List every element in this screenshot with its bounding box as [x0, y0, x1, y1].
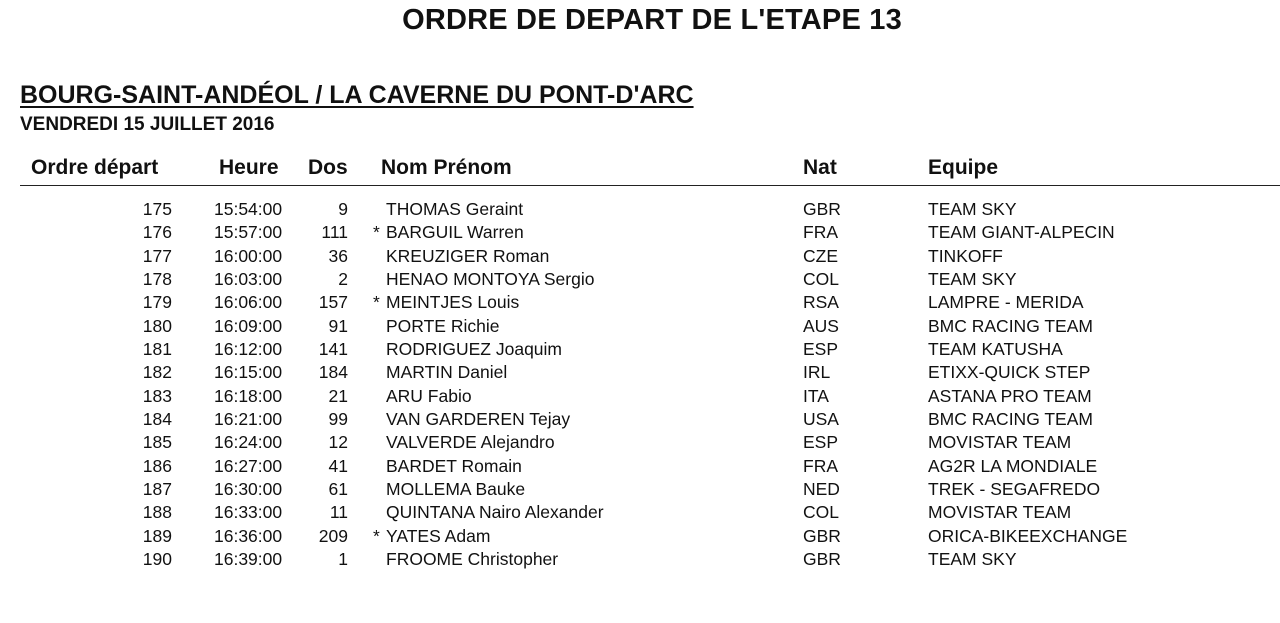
- cell-nat: FRA: [803, 222, 838, 243]
- cell-nom-prenom: HENAO MONTOYA Sergio: [386, 268, 595, 289]
- cell-ordre-depart: 179: [142, 292, 172, 313]
- cell-ordre-depart: 178: [142, 268, 172, 289]
- cell-marker: *: [373, 222, 380, 243]
- cell-nat: NED: [803, 478, 840, 499]
- cell-nat: USA: [803, 408, 839, 429]
- cell-nom-prenom: BARDET Romain: [386, 455, 522, 476]
- cell-equipe: TREK - SEGAFREDO: [928, 478, 1101, 499]
- cell-nom-prenom: VAN GARDEREN Tejay: [386, 408, 571, 429]
- cell-nat: COL: [803, 268, 839, 289]
- header-nom-prenom: Nom Prénom: [381, 156, 512, 179]
- cell-nat: ESP: [803, 338, 839, 359]
- table-row: [0, 291, 1280, 314]
- cell-ordre-depart: 175: [142, 199, 172, 219]
- cell-nat: IRL: [803, 362, 831, 383]
- cell-equipe: AG2R LA MONDIALE: [928, 455, 1098, 476]
- cell-nat: RSA: [803, 292, 839, 313]
- cell-heure: 16:33:00: [214, 502, 283, 523]
- table-row: [0, 198, 1280, 221]
- cell-heure: 16:39:00: [214, 548, 283, 569]
- cell-nat: CZE: [803, 245, 838, 266]
- cell-ordre-depart: 176: [142, 222, 172, 243]
- cell-dos: 91: [328, 315, 348, 336]
- table-row: [0, 361, 1280, 384]
- table-row: [0, 548, 1280, 571]
- cell-dos: 41: [328, 455, 348, 476]
- table-row: [0, 268, 1280, 291]
- cell-equipe: LAMPRE - MERIDA: [928, 292, 1084, 313]
- cell-equipe: TEAM SKY: [928, 199, 1017, 219]
- cell-nat: GBR: [803, 525, 841, 546]
- cell-ordre-depart: 187: [142, 478, 172, 499]
- cell-heure: 16:09:00: [214, 315, 283, 336]
- cell-ordre-depart: 190: [142, 548, 172, 569]
- cell-ordre-depart: 183: [142, 385, 172, 406]
- header-dos: Dos: [308, 156, 348, 179]
- cell-heure: 16:06:00: [214, 292, 283, 313]
- cell-nat: ESP: [803, 432, 839, 453]
- cell-nat: COL: [803, 502, 839, 523]
- table-row: [0, 455, 1280, 478]
- header-ordre-depart: Ordre départ: [31, 156, 159, 179]
- cell-heure: 16:12:00: [214, 338, 283, 359]
- cell-heure: 16:15:00: [214, 362, 283, 383]
- cell-equipe: TEAM GIANT-ALPECIN: [928, 222, 1115, 243]
- cell-dos: 36: [328, 245, 348, 266]
- cell-ordre-depart: 182: [142, 362, 172, 383]
- cell-nom-prenom: YATES Adam: [386, 525, 491, 546]
- cell-dos: 9: [338, 199, 348, 219]
- cell-heure: 16:03:00: [214, 268, 283, 289]
- cell-equipe: MOVISTAR TEAM: [928, 432, 1072, 453]
- cell-equipe: TEAM KATUSHA: [928, 338, 1063, 359]
- cell-equipe: MOVISTAR TEAM: [928, 502, 1072, 523]
- cell-nom-prenom: VALVERDE Alejandro: [386, 432, 555, 453]
- cell-nom-prenom: PORTE Richie: [386, 315, 500, 336]
- cell-nom-prenom: QUINTANA Nairo Alexander: [386, 502, 604, 523]
- cell-equipe: TINKOFF: [928, 245, 1003, 266]
- table-row: [0, 525, 1280, 548]
- cell-equipe: BMC RACING TEAM: [928, 315, 1093, 336]
- cell-equipe: ASTANA PRO TEAM: [928, 385, 1092, 406]
- cell-heure: 16:21:00: [214, 408, 283, 429]
- cell-nom-prenom: BARGUIL Warren: [386, 222, 524, 243]
- table-row: [0, 221, 1280, 244]
- cell-equipe: ETIXX-QUICK STEP: [928, 362, 1091, 383]
- stage-date: VENDREDI 15 JUILLET 2016: [20, 114, 275, 135]
- cell-nat: FRA: [803, 455, 838, 476]
- document-title: ORDRE DE DEPART DE L'ETAPE 13: [402, 4, 902, 36]
- cell-nat: ITA: [803, 385, 829, 406]
- cell-nom-prenom: MARTIN Daniel: [386, 362, 508, 383]
- cell-ordre-depart: 177: [142, 245, 172, 266]
- cell-nom-prenom: MOLLEMA Bauke: [386, 478, 526, 499]
- start-order-table: [0, 198, 1280, 571]
- cell-heure: 15:54:00: [214, 199, 283, 219]
- cell-nat: AUS: [803, 315, 839, 336]
- cell-marker: *: [373, 292, 380, 313]
- cell-heure: 16:00:00: [214, 245, 283, 266]
- cell-heure: 15:57:00: [214, 222, 283, 243]
- cell-dos: 184: [318, 362, 348, 383]
- stage-route: BOURG-SAINT-ANDÉOL / LA CAVERNE DU PONT-D'ARC: [20, 81, 694, 109]
- cell-equipe: ORICA-BIKEEXCHANGE: [928, 525, 1128, 546]
- cell-equipe: TEAM SKY: [928, 548, 1017, 569]
- cell-dos: 21: [328, 385, 348, 406]
- cell-dos: 2: [338, 268, 348, 289]
- cell-equipe: BMC RACING TEAM: [928, 408, 1093, 429]
- cell-nom-prenom: MEINTJES Louis: [386, 292, 520, 313]
- cell-dos: 61: [328, 478, 348, 499]
- cell-dos: 1: [338, 548, 348, 569]
- table-row: [0, 501, 1280, 524]
- header-nat: Nat: [803, 156, 837, 179]
- cell-nom-prenom: THOMAS Geraint: [386, 199, 524, 219]
- table-row: [0, 245, 1280, 268]
- cell-ordre-depart: 188: [142, 502, 172, 523]
- table-row: [0, 431, 1280, 454]
- cell-ordre-depart: 181: [142, 338, 172, 359]
- table-row: [0, 385, 1280, 408]
- cell-heure: 16:18:00: [214, 385, 283, 406]
- cell-nom-prenom: KREUZIGER Roman: [386, 245, 550, 266]
- cell-dos: 141: [318, 338, 348, 359]
- cell-ordre-depart: 184: [142, 408, 172, 429]
- cell-heure: 16:36:00: [214, 525, 283, 546]
- cell-dos: 111: [321, 222, 348, 243]
- cell-nom-prenom: FROOME Christopher: [386, 548, 559, 569]
- header-equipe: Equipe: [928, 156, 999, 179]
- table-row: [0, 408, 1280, 431]
- cell-nom-prenom: ARU Fabio: [386, 385, 472, 406]
- cell-heure: 16:27:00: [214, 455, 283, 476]
- cell-heure: 16:24:00: [214, 432, 283, 453]
- cell-marker: *: [373, 525, 380, 546]
- cell-nom-prenom: RODRIGUEZ Joaquim: [386, 338, 563, 359]
- cell-nat: GBR: [803, 199, 841, 219]
- table-row: [0, 338, 1280, 361]
- cell-dos: 12: [328, 432, 348, 453]
- cell-ordre-depart: 185: [142, 432, 172, 453]
- cell-nat: GBR: [803, 548, 841, 569]
- cell-equipe: TEAM SKY: [928, 268, 1017, 289]
- cell-heure: 16:30:00: [214, 478, 283, 499]
- table-header: [0, 156, 1280, 184]
- cell-dos: 11: [329, 502, 348, 523]
- cell-ordre-depart: 180: [142, 315, 172, 336]
- header-divider: [20, 185, 1280, 186]
- cell-dos: 99: [328, 408, 348, 429]
- cell-ordre-depart: 189: [142, 525, 172, 546]
- cell-dos: 209: [318, 525, 348, 546]
- cell-dos: 157: [318, 292, 348, 313]
- header-heure: Heure: [219, 156, 279, 179]
- table-row: [0, 478, 1280, 501]
- cell-ordre-depart: 186: [142, 455, 172, 476]
- table-row: [0, 315, 1280, 338]
